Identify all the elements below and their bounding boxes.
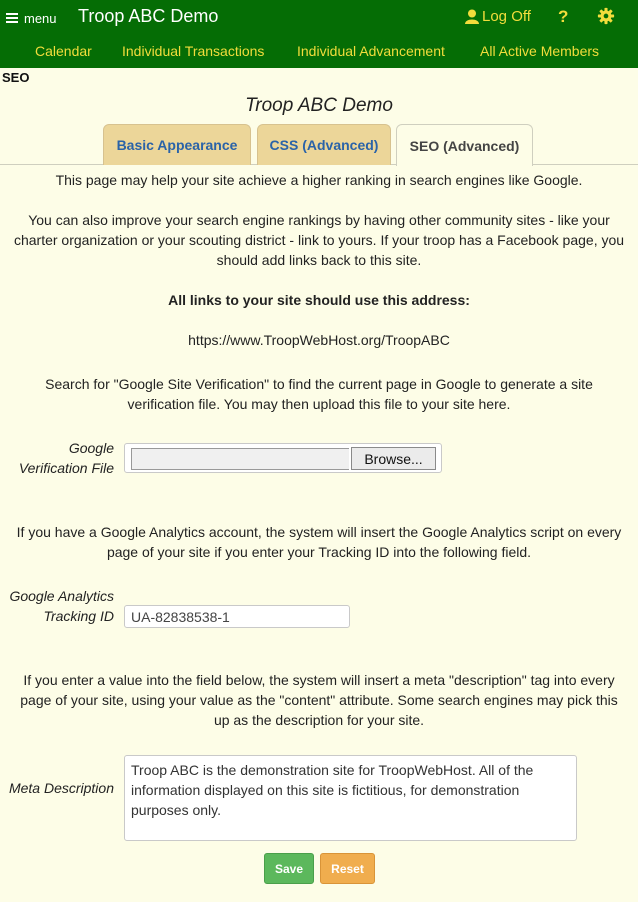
log-off-link[interactable]	[465, 8, 531, 25]
user-icon	[465, 9, 479, 24]
verification-file-input[interactable]	[124, 443, 442, 473]
file-path-field[interactable]	[131, 448, 349, 470]
gear-icon[interactable]	[597, 7, 615, 25]
nav-individual-transactions[interactable]: Individual Transactions	[122, 43, 265, 59]
menu-button[interactable]	[6, 8, 57, 28]
nav-individual-advancement[interactable]: Individual Advancement	[297, 43, 445, 59]
help-icon[interactable]: ?	[558, 7, 569, 26]
save-button[interactable]: Save	[264, 853, 314, 884]
tracking-id-input[interactable]: UA-82838538-1	[124, 605, 350, 628]
address-heading: All links to your site should use this address:	[168, 292, 470, 308]
log-off-label: Log Off	[482, 8, 531, 25]
page-label: SEO	[2, 70, 30, 85]
tab-seo-advanced[interactable]: SEO (Advanced)	[396, 124, 533, 166]
tracking-id-label: Google Analytics Tracking ID	[9, 588, 114, 624]
tab-css-advanced[interactable]: CSS (Advanced)	[257, 124, 391, 165]
meta-description-textarea[interactable]: Troop ABC is the demonstration site for TroopWebHost. All of the information displayed on this site is fictitious, for demonstration purposes only.	[124, 755, 577, 841]
intro-text: This page may help your site achieve a higher ranking in search engines like Google.	[55, 172, 583, 188]
site-title[interactable]: Troop ABC Demo	[78, 6, 219, 26]
site-address: https://www.TroopWebHost.org/TroopABC	[188, 332, 450, 348]
nav-all-active-members[interactable]: All Active Members	[480, 43, 600, 59]
page-title: Troop ABC Demo	[245, 95, 393, 116]
reset-button[interactable]: Reset	[320, 853, 375, 884]
nav-calendar[interactable]: Calendar	[35, 43, 92, 59]
tab-basic-appearance[interactable]: Basic Appearance	[103, 124, 251, 165]
meta-description-label: Meta Description	[8, 780, 114, 796]
verification-file-label: Google Verification File	[18, 440, 114, 476]
menu-label: menu	[24, 10, 57, 26]
analytics-text: If you have a Google Analytics account, the system will insert the Google Analytics script on every page of your site if you enter your Tracking ID into the following field.	[16, 524, 622, 560]
verification-text: Search for "Google Site Verification" to find the current page in Google to generate a site verification file. You may then upload this file to your site here.	[45, 376, 593, 412]
browse-button[interactable]: Browse...	[351, 447, 436, 470]
hamburger-icon	[6, 13, 18, 23]
meta-text: If you enter a value into the field below, the system will insert a meta "description" tag into every page of your site, using your value as the "content" attribute. Some search engines may pick this up as the description for your site.	[20, 672, 618, 728]
rankings-text: You can also improve your search engine rankings by having other community sites - like your charter organization or your scouting district - link to yours. If your troop has a Facebook page, you should add links back to this site.	[13, 212, 625, 268]
top-header	[0, 0, 638, 68]
